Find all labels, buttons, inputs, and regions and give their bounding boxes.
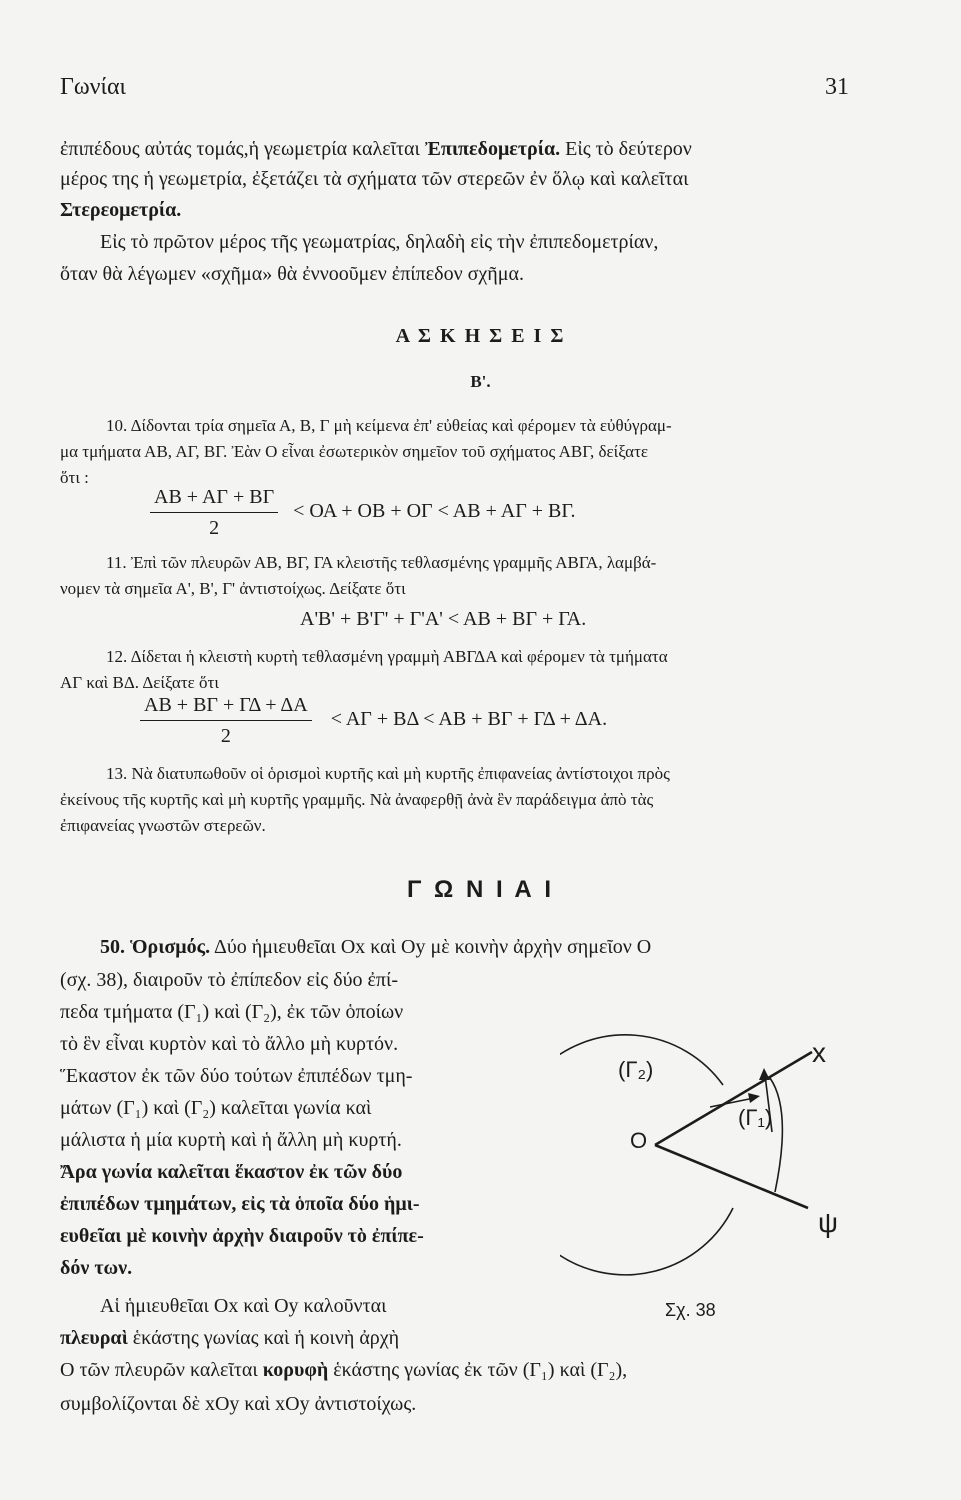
label-g1: (Γ₁) [738, 1105, 773, 1130]
exercises-heading: Α Σ Κ Η Σ Ε Ι Σ [395, 325, 566, 347]
fraction-numerator: ΑΒ + ΒΓ + ΓΔ + ΔΑ [140, 691, 312, 721]
definition-line-5: Ἕκαστον ἐκ τῶν δύο τούτων ἐπιπέδων τμη- [60, 1065, 413, 1087]
intro-line-5: ὅταν θὰ λέγωμεν «σχῆμα» θὰ ἐννοοῦμεν ἐπίπεδον σχῆμα. [60, 263, 524, 285]
fraction-denominator: 2 [220, 725, 231, 747]
running-head-title: Γωνίαι [60, 74, 127, 100]
exercise-10-formula [150, 483, 576, 542]
exercise-13-line-3: ἐπιφανείας γνωστῶν στερεῶν. [60, 816, 266, 835]
definition-line-7: μάλιστα ἡ μία κυρτὴ καὶ ἡ ἄλλη μὴ κυρτή. [60, 1129, 402, 1151]
intro-line-2: μέρος της ἡ γεωμετρία, ἐξετάζει τὰ σχήματα τῶν στερεῶν ἐν ὅλῳ καὶ καλεῖται [60, 168, 689, 190]
intro-text: ἐπιπέδους αὐτάς τομάς,ἡ γεωμετρία καλεῖται [60, 138, 425, 160]
label-g2: (Γ₂) [618, 1057, 654, 1082]
intro-line-4: Εἰς τὸ πρῶτον μέρος τῆς γεωματρίας, δηλαδὴ εἰς τὴν ἐπιπεδομετρίαν, [100, 231, 659, 253]
arrow-head-icon [759, 1068, 770, 1080]
definition-text: Ο τῶν πλευρῶν καλεῖται [60, 1359, 263, 1381]
definition-line-10: ευθεῖαι μὲ κοινὴν ἀρχὴν διαιροῦν τὸ ἐπίπε- [60, 1225, 424, 1247]
figure-38 [560, 1000, 860, 1300]
definition-text: ἑκάστης γωνίας ἐκ τῶν (Γ₁) καὶ (Γ₂), [328, 1359, 628, 1381]
exercise-12-line-2: ΑΓ καὶ ΒΔ. Δείξατε ὅτι [60, 673, 219, 692]
definition-line-3: πεδα τμήματα (Γ₁) καὶ (Γ₂), ἐκ τῶν ὁποίων [60, 1001, 404, 1023]
exercise-11-line-2: νομεν τὰ σημεῖα Α', Β', Γ' ἀντιστοίχως. Δείξατε ὅτι [60, 579, 406, 598]
exercises-subheading: Β'. [470, 372, 491, 391]
label-y: ψ [818, 1207, 838, 1238]
fraction [150, 483, 278, 542]
definition-line-9: ἐπιπέδων τμημάτων, εἰς τὰ ὁποῖα δύο ἡμι- [60, 1193, 420, 1215]
exercise-11-line-1 [60, 549, 656, 577]
formula-rest: < ΟΑ + ΟΒ + ΟΓ < ΑΒ + ΑΓ + ΒΓ. [293, 500, 576, 523]
definition-line-12: Αἱ ἡμιευθεῖαι Οx καὶ Οy καλοῦνται [100, 1295, 387, 1317]
exercise-10-line-3: ὅτι : [60, 468, 89, 487]
label-x: x [812, 1037, 826, 1068]
formula-rest: < ΑΓ + ΒΔ < ΑΒ + ΒΓ + ΓΔ + ΔΑ. [330, 708, 608, 731]
exercise-text: Δίδεται ἡ κλειστὴ κυρτὴ τεθλασμένη γραμμὴ ΑΒΓΔΑ καὶ φέρομεν τὰ τμήματα [130, 647, 668, 666]
fraction [140, 691, 312, 750]
intro-text: Εἰς τὸ δεύτερον [560, 138, 692, 160]
definition-line-1 [100, 933, 651, 962]
definition-line-15: συμβολίζονται δὲ xOy καὶ xOy ἀντιστοίχως. [60, 1393, 417, 1415]
convex-angle-arc [770, 1078, 782, 1192]
exercise-text: Ἐπὶ τῶν πλευρῶν ΑΒ, ΒΓ, ΓΑ κλειστῆς τεθλασμένης γραμμῆς ΑΒΓΑ, λαμβά- [130, 553, 657, 572]
exercise-number: 12. [106, 647, 128, 666]
definition-line-6: μάτων (Γ₁) καὶ (Γ₂) καλεῖται γωνία καὶ [60, 1097, 372, 1119]
definition-line-8: Ἄρα γωνία καλεῖται ἕκαστον ἐκ τῶν δύο [60, 1161, 403, 1183]
arrow-head-icon [748, 1093, 760, 1103]
ray-ox [655, 1052, 812, 1145]
ray-oy [655, 1145, 808, 1208]
definition-text: ἑκάστης γωνίας καὶ ἡ κοινὴ ἀρχὴ [127, 1327, 400, 1349]
fraction-denominator: 2 [209, 517, 220, 539]
figure-caption: Σχ. 38 [665, 1300, 716, 1320]
definition-line-4: τὸ ἓν εἶναι κυρτὸν καὶ τὸ ἄλλο μὴ κυρτόν. [60, 1033, 399, 1055]
definition-line-11: δόν των. [60, 1257, 133, 1279]
page-number: 31 [825, 74, 849, 100]
exercise-number: 10. [106, 416, 128, 435]
definition-number: 50. [100, 936, 125, 958]
exercise-number: 11. [106, 553, 127, 572]
term-stereometria: Στερεομετρία. [60, 199, 182, 221]
definition-line-13 [60, 1324, 399, 1353]
exercise-13-line-1 [60, 760, 670, 788]
exercise-text: Δίδονται τρία σημεῖα Α, Β, Γ μὴ κείμενα ἐπ' εὐθείας καὶ φέρομεν τὰ εὐθύγραμ- [130, 416, 672, 435]
term-pleurai: πλευραὶ [60, 1327, 128, 1349]
exercise-text: Νὰ διατυπωθοῦν οἱ ὁρισμοὶ κυρτῆς καὶ μὴ κυρτῆς ἐπιφανείας ἀντίστοιχοι πρὸς [131, 764, 670, 783]
exercise-11-formula: Α'Β' + Β'Γ' + Γ'Α' < ΑΒ + ΒΓ + ΓΑ. [300, 608, 587, 630]
exercise-number: 13. [106, 764, 128, 783]
intro-line-1 [60, 135, 692, 164]
exercise-12-line-1 [60, 643, 668, 671]
term-epipedometria: Ἐπιπεδομετρία. [424, 138, 561, 160]
definition-line-2: (σχ. 38), διαιροῦν τὸ ἐπίπεδον εἰς δύο ἐπί- [60, 969, 399, 991]
definition-text: Δύο ἡμιευθεῖαι Οx καὶ Οy μὲ κοινὴν ἀρχὴν σημεῖον Ο [213, 936, 652, 958]
definition-line-14 [60, 1356, 627, 1385]
term-koryfi: κορυφὴ [262, 1359, 329, 1381]
exercise-12-formula [140, 691, 607, 750]
exercise-10-line-1 [60, 412, 672, 440]
definition-title: Ὁρισμός. [130, 936, 211, 958]
exercise-10-line-2: μα τμήματα ΑΒ, ΑΓ, ΒΓ. Ἐὰν Ο εἶναι ἐσωτερικὸν σημεῖον τοῦ σχήματος ΑΒΓ, δείξατε [60, 442, 649, 461]
label-o: O [630, 1128, 648, 1153]
exercise-13-line-2: ἐκείνους τῆς κυρτῆς καὶ μὴ κυρτῆς γραμμῆς. Νὰ ἀναφερθῇ ἀνὰ ἓν παράδειγμα ἀπὸ τὰς [60, 790, 654, 809]
section-heading: Γ Ω Ν Ι Α Ι [406, 876, 555, 903]
fraction-numerator: ΑΒ + ΑΓ + ΒΓ [150, 483, 278, 513]
